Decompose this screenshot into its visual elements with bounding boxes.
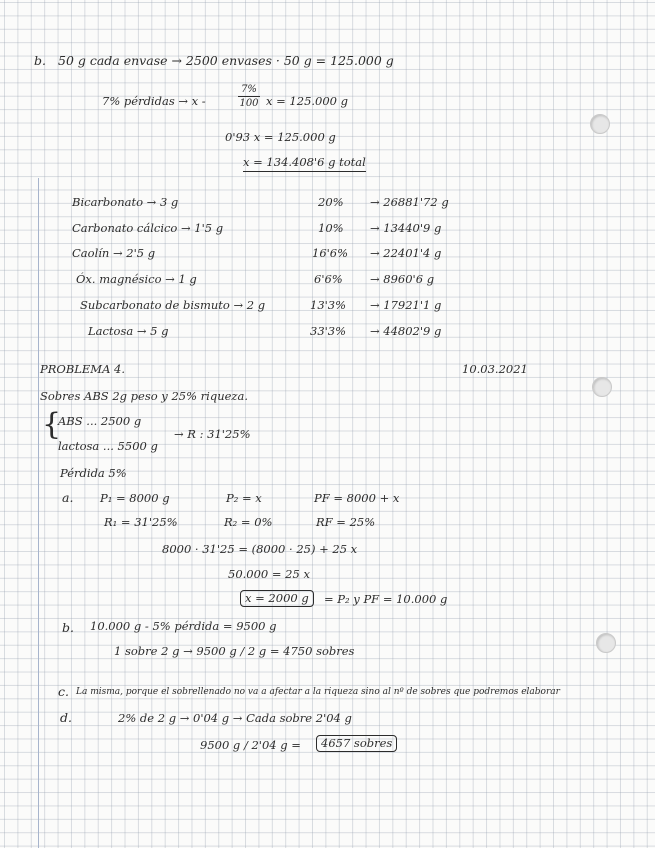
lactosa-amount: lactosa ... 5500 g	[58, 439, 158, 453]
final-division: 9500 g / 2'04 g =	[200, 738, 301, 752]
x-result-tail: = P₂ y PF = 10.000 g	[324, 592, 448, 606]
sobres-count: 1 sobre 2 g → 9500 g / 2 g = 4750 sobres	[114, 644, 355, 658]
p1-value: P₁ = 8000 g	[100, 491, 170, 505]
loss-tail: x = 125.000 g	[266, 94, 349, 108]
fraction-denominator: 100	[239, 98, 259, 109]
component-name: Carbonato cálcico → 1'5 g	[72, 221, 224, 235]
part-b2-label: b.	[62, 620, 74, 635]
component-percent: 16'6%	[312, 246, 349, 260]
sobres-statement: Sobres ABS 2g peso y 25% riqueza.	[40, 389, 248, 403]
final-result-box: 4657 sobres	[316, 735, 397, 752]
mix-richness: → R : 31'25%	[174, 427, 251, 441]
component-mass: → 13440'9 g	[370, 221, 442, 235]
problem-title: PROBLEMA 4.	[40, 362, 126, 376]
binder-hole	[592, 377, 612, 397]
component-name: Óx. magnésico → 1 g	[76, 272, 197, 286]
fraction-bar	[238, 96, 260, 97]
mass-balance-equation: 8000 · 31'25 = (8000 · 25) + 25 x	[162, 542, 358, 556]
binder-hole	[596, 633, 616, 653]
component-percent: 20%	[318, 195, 344, 209]
component-mass: → 17921'1 g	[370, 298, 442, 312]
loss-calculation: 10.000 g - 5% pérdida = 9500 g	[90, 619, 277, 633]
component-mass: → 44802'9 g	[370, 324, 442, 338]
overfill-line: 2% de 2 g → 0'04 g → Cada sobre 2'04 g	[118, 711, 352, 725]
equation-total: x = 134.408'6 g total	[243, 156, 366, 172]
component-mass: → 26881'72 g	[370, 195, 449, 209]
r2-value: R₂ = 0%	[224, 515, 273, 529]
component-percent: 10%	[318, 221, 344, 235]
component-name: Subcarbonato de bismuto → 2 g	[80, 298, 266, 312]
r1-value: R₁ = 31'25%	[104, 515, 178, 529]
component-name: Lactosa → 5 g	[88, 324, 169, 338]
loss-fraction	[238, 84, 260, 109]
loss-percent: Pérdida 5%	[60, 466, 127, 480]
brace-symbol: {	[42, 407, 62, 442]
rf-value: RF = 25%	[316, 515, 376, 529]
part-d-label: d.	[60, 710, 72, 725]
component-mass: → 8960'6 g	[370, 272, 435, 286]
margin-line	[38, 178, 39, 848]
p2-value: P₂ = x	[226, 491, 262, 505]
component-percent: 13'3%	[310, 298, 347, 312]
abs-amount: ABS ... 2500 g	[58, 414, 142, 428]
component-percent: 33'3%	[310, 324, 347, 338]
envases-line: 50 g cada envase → 2500 envases · 50 g = 125.000 g	[58, 53, 394, 68]
simplified-equation: 50.000 = 25 x	[228, 567, 310, 581]
component-percent: 6'6%	[314, 272, 343, 286]
problem-date: 10.03.2021	[462, 362, 528, 376]
x-result-box: x = 2000 g	[240, 590, 314, 607]
pf-value: PF = 8000 + x	[314, 491, 400, 505]
part-a-label: a.	[62, 490, 74, 505]
component-name: Caolín → 2'5 g	[72, 246, 156, 260]
part-b-label: b.	[34, 53, 46, 68]
part-c-answer: La misma, porque el sobrellenado no va a afectar a la riqueza sino al nº de sobres que podremos elaborar	[76, 687, 560, 697]
equation-093: 0'93 x = 125.000 g	[225, 130, 336, 144]
component-name: Bicarbonato → 3 g	[72, 195, 179, 209]
loss-label: 7% pérdidas → x -	[102, 94, 206, 108]
binder-hole	[590, 114, 610, 134]
fraction-numerator: 7%	[241, 84, 257, 95]
component-mass: → 22401'4 g	[370, 246, 442, 260]
part-c-label: c.	[58, 684, 69, 699]
